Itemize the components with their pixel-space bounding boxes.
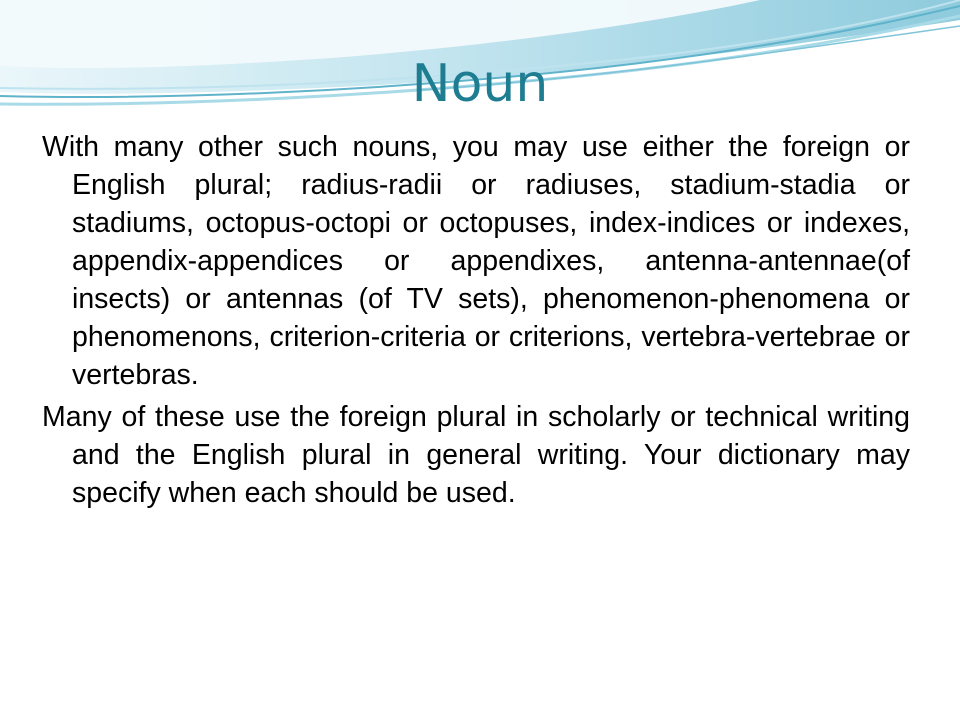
slide-title: Noun (411, 54, 549, 114)
paragraph-2: Many of these use the foreign plural in scholarly or technical writing and the English plural in general writing. Your dictionary may specify when each should be used. (42, 401, 910, 509)
paragraph-1: With many other such nouns, you may use either the foreign or English plural; radius-radii or radiuses, stadium-stadia or stadiums, octopus-octopi or octopuses, index-indices or indexes, appendix-appendices or appendixes, antenna-antennae(of insects) or antennas (of TV sets), phenomenon-phenomena or phenomenons, criterion-criteria or criterions, vertebra-vertebrae or vertebras. (42, 131, 910, 391)
slide-body (42, 128, 910, 516)
